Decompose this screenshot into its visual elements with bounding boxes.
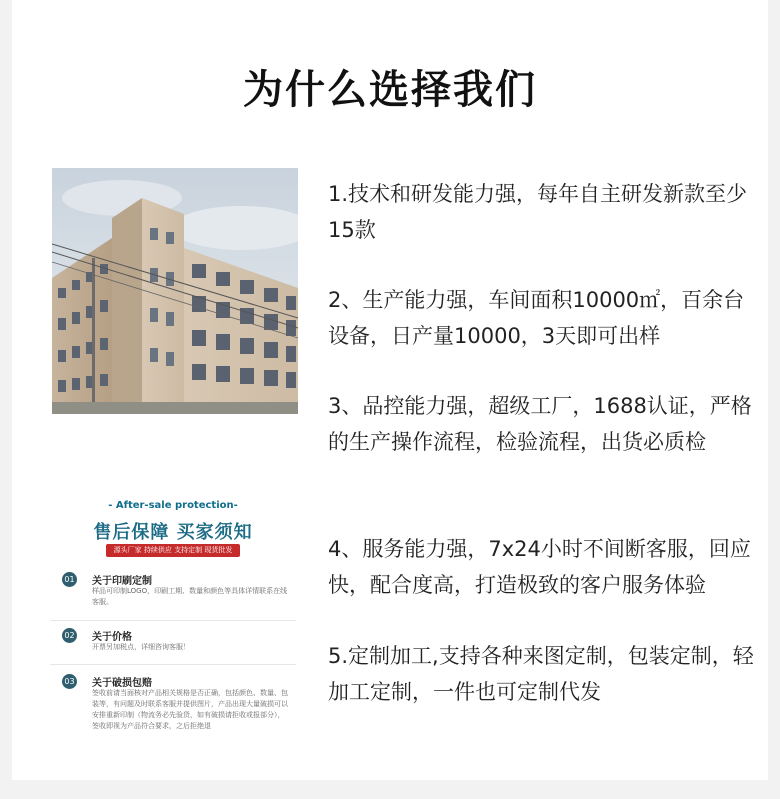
divider [50,664,296,665]
feature-quality: 3、品控能力强，超级工厂，1688认证，严格的生产操作流程，检验流程，出货必质检 [328,394,752,454]
feature-rd: 1.技术和研发能力强，每年自主研发新款至少15款 [328,182,748,242]
divider [50,620,296,621]
feature-production: 2、生产能力强，车间面积10000㎡，百余台设备，日产量10000，3天即可出样 [328,288,745,348]
feature-service: 4、服务能力强，7x24小时不间断客服，回应快，配合度高，打造极致的客户服务体验 [328,537,751,597]
number-badge: 02 [62,628,77,643]
factory-building-photo [52,168,298,414]
after-sale-ribbon: 源头厂家 持续供应 支持定制 现货批发 [106,544,240,557]
card-item-title: 关于印刷定制 [92,576,152,587]
page-title: 为什么选择我们 [243,67,537,113]
number-badge: 03 [62,674,77,689]
card-item-title: 关于价格 [92,632,132,643]
feature-customization: 5.定制加工,支持各种来图定制，包装定制，轻加工定制，一件也可定制代发 [328,644,754,704]
card-item-desc: 样品可印制LOGO，印刷工期、数量和颜色等具体详情联系在线客服。 [92,587,288,606]
after-sale-card [50,484,296,730]
after-sale-english-title: - After-sale protection- [108,500,238,511]
card-item-title: 关于破损包赔 [92,678,152,689]
number-badge: 01 [62,572,77,587]
card-item-desc: 开票另加税点，详细咨询客服！ [92,643,190,651]
card-item-desc: 签收前请当面核对产品相关规格是否正确，包括颜色、数量、包装等，有问题及时联系客服并提供图片，产品出现大量破损可以安排重新印制（物流务必先验货，如有破损请拒收或报部分），签收即视为产品符合要求，之后拒绝退 [92,689,288,730]
after-sale-chinese-title: 售后保障 买家须知 [93,522,253,543]
